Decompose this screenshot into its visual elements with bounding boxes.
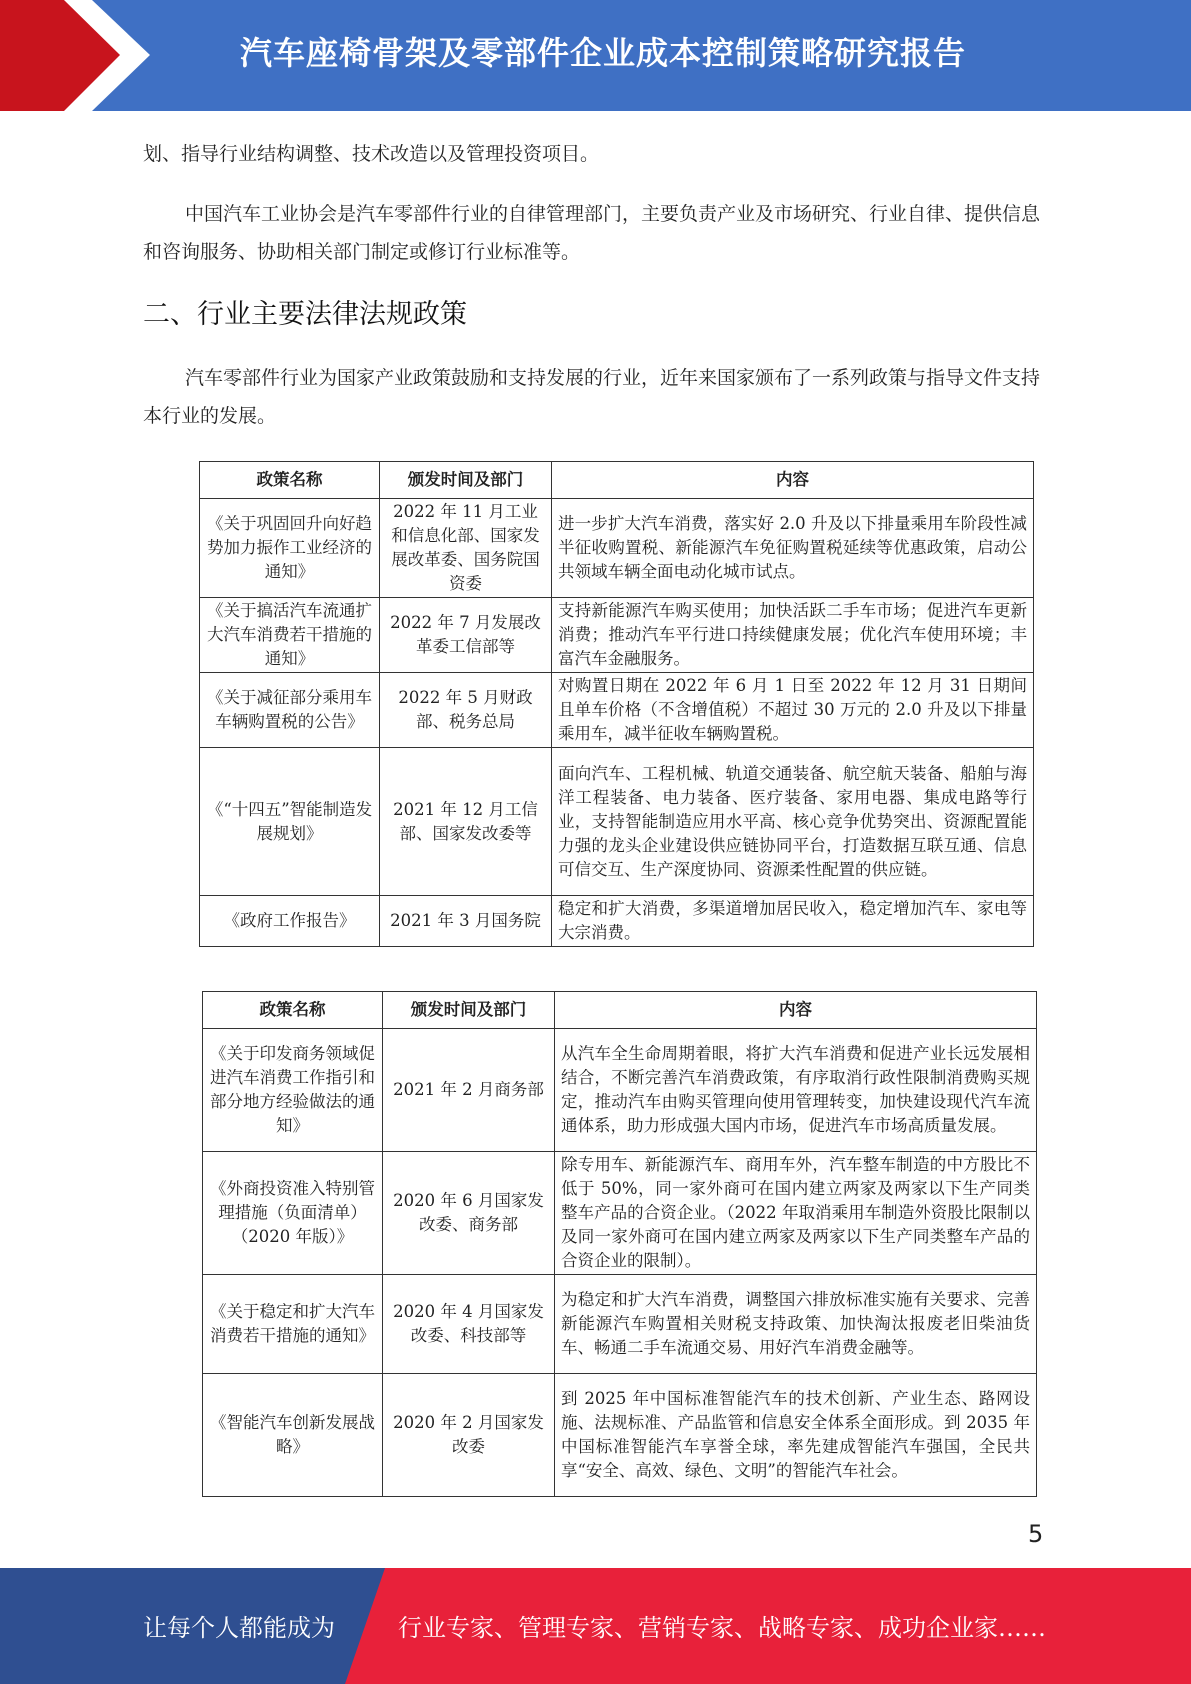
content-cell: 进一步扩大汽车消费，落实好 2.0 升及以下排量乘用车阶段性减半征收购置税、新能源汽车免征购置税延续等优惠政策，启动公共领域车辆全面电动化城市试点。	[552, 499, 1034, 598]
content-cell: 除专用车、新能源汽车、商用车外，汽车整车制造的中方股比不低于 50%，同一家外商可在国内建立两家及两家以下生产同类整车产品的合资企业。（2022 年取消乘用车制造外资股比限制以及同一家外商可在国内建立两家及两家以下生产同类整车产品的合资企业的限制）。	[555, 1152, 1037, 1275]
table-row	[203, 1374, 1037, 1497]
content-cell: 到 2025 年中国标准智能汽车的技术创新、产业生态、路网设施、法规标准、产品监管和信息安全体系全面形成。到 2035 年中国标准智能汽车享誉全球，率先建成智能汽车强国，全民共享“安全、高效、绿色、文明”的智能汽车社会。	[555, 1374, 1037, 1497]
content-cell: 从汽车全生命周期着眼，将扩大汽车消费和促进产业长远发展相结合，不断完善汽车消费政策，有序取消行政性限制消费购买规定，推动汽车由购买管理向使用管理转变，加快建设现代汽车流通体系，助力形成强大国内市场，促进汽车市场高质量发展。	[555, 1029, 1037, 1152]
content-cell: 为稳定和扩大汽车消费，调整国六排放标准实施有关要求、完善新能源汽车购置相关财税支持政策、加快淘汰报废老旧柴油货车、畅通二手车流通交易、用好汽车消费金融等。	[555, 1275, 1037, 1374]
table-row	[203, 1275, 1037, 1374]
table-row	[200, 673, 1034, 748]
content-cell: 对购置日期在 2022 年 6 月 1 日至 2022 年 12 月 31 日期间且单车价格（不含增值税）不超过 30 万元的 2.0 升及以下排量乘用车，减半征收车辆购置税。	[552, 673, 1034, 748]
issuer-cell: 2022 年 11 月工业和信息化部、国家发展改革委、国务院国资委	[380, 499, 552, 598]
table-row	[200, 748, 1034, 896]
policy-table-2	[202, 991, 1037, 1497]
table-header-row	[200, 462, 1034, 499]
policy-name-cell: 《关于印发商务领域促进汽车消费工作指引和部分地方经验做法的通知》	[203, 1029, 383, 1152]
paragraph-continued: 划、指导行业结构调整、技术改造以及管理投资项目。	[143, 143, 600, 165]
issuer-cell: 2021 年 12 月工信部、国家发改委等	[380, 748, 552, 896]
policy-name-cell: 《政府工作报告》	[200, 896, 380, 947]
policy-name-cell: 《“十四五”智能制造发展规划》	[200, 748, 380, 896]
table-row	[200, 896, 1034, 947]
table-row	[203, 1029, 1037, 1152]
column-header-policy-name: 政策名称	[200, 462, 380, 499]
table-header-row	[203, 992, 1037, 1029]
policy-name-cell: 《关于搞活汽车流通扩大汽车消费若干措施的通知》	[200, 598, 380, 673]
policy-name-cell: 《关于减征部分乘用车车辆购置税的公告》	[200, 673, 380, 748]
paragraph-policy-intro: 汽车零部件行业为国家产业政策鼓励和支持发展的行业，近年来国家颁布了一系列政策与指导文件支持本行业的发展。	[143, 367, 1041, 427]
table-row	[200, 499, 1034, 598]
column-header-content: 内容	[552, 462, 1034, 499]
issuer-cell: 2022 年 5 月财政部、税务总局	[380, 673, 552, 748]
paragraph-auto-association: 中国汽车工业协会是汽车零部件行业的自律管理部门，主要负责产业及市场研究、行业自律、提供信息和咨询服务、协助相关部门制定或修订行业标准等。	[143, 203, 1041, 263]
issuer-cell: 2020 年 4 月国家发改委、科技部等	[383, 1275, 555, 1374]
content-cell: 稳定和扩大消费，多渠道增加居民收入，稳定增加汽车、家电等大宗消费。	[552, 896, 1034, 947]
column-header-issuer: 颁发时间及部门	[383, 992, 555, 1029]
issuer-cell: 2020 年 2 月国家发改委	[383, 1374, 555, 1497]
header-arrow-graphic	[0, 0, 160, 111]
issuer-cell: 2021 年 2 月商务部	[383, 1029, 555, 1152]
policy-name-cell: 《关于稳定和扩大汽车消费若干措施的通知》	[203, 1275, 383, 1374]
column-header-issuer: 颁发时间及部门	[380, 462, 552, 499]
policy-name-cell: 《智能汽车创新发展战略》	[203, 1374, 383, 1497]
page-footer	[0, 1568, 1191, 1684]
policy-table-1	[199, 461, 1034, 947]
issuer-cell: 2021 年 3 月国务院	[380, 896, 552, 947]
footer-slogan-left: 让每个人都能成为	[143, 1614, 335, 1642]
content-cell: 面向汽车、工程机械、轨道交通装备、航空航天装备、船舶与海洋工程装备、电力装备、医疗装备、家用电器、集成电路等行业，支持智能制造应用水平高、核心竞争优势突出、资源配置能力强的龙头企业建设供应链协同平台，打造数据互联互通、信息可信交互、生产深度协同、资源柔性配置的供应链。	[552, 748, 1034, 896]
policy-name-cell: 《外商投资准入特别管理措施（负面清单）（2020 年版）》	[203, 1152, 383, 1275]
issuer-cell: 2022 年 7 月发展改革委工信部等	[380, 598, 552, 673]
page-number: 5	[1028, 1520, 1044, 1548]
page-header	[0, 0, 1191, 111]
footer-slogan-right: 行业专家、管理专家、营销专家、战略专家、成功企业家……	[398, 1614, 1046, 1642]
policy-name-cell: 《关于巩固回升向好趋势加力振作工业经济的通知》	[200, 499, 380, 598]
section-heading: 二、行业主要法律法规政策	[143, 299, 467, 330]
issuer-cell: 2020 年 6 月国家发改委、商务部	[383, 1152, 555, 1275]
report-title: 汽车座椅骨架及零部件企业成本控制策略研究报告	[240, 34, 967, 72]
table-row	[203, 1152, 1037, 1275]
table-row	[200, 598, 1034, 673]
column-header-content: 内容	[555, 992, 1037, 1029]
content-cell: 支持新能源汽车购买使用；加快活跃二手车市场；促进汽车更新消费；推动汽车平行进口持续健康发展；优化汽车使用环境；丰富汽车金融服务。	[552, 598, 1034, 673]
column-header-policy-name: 政策名称	[203, 992, 383, 1029]
